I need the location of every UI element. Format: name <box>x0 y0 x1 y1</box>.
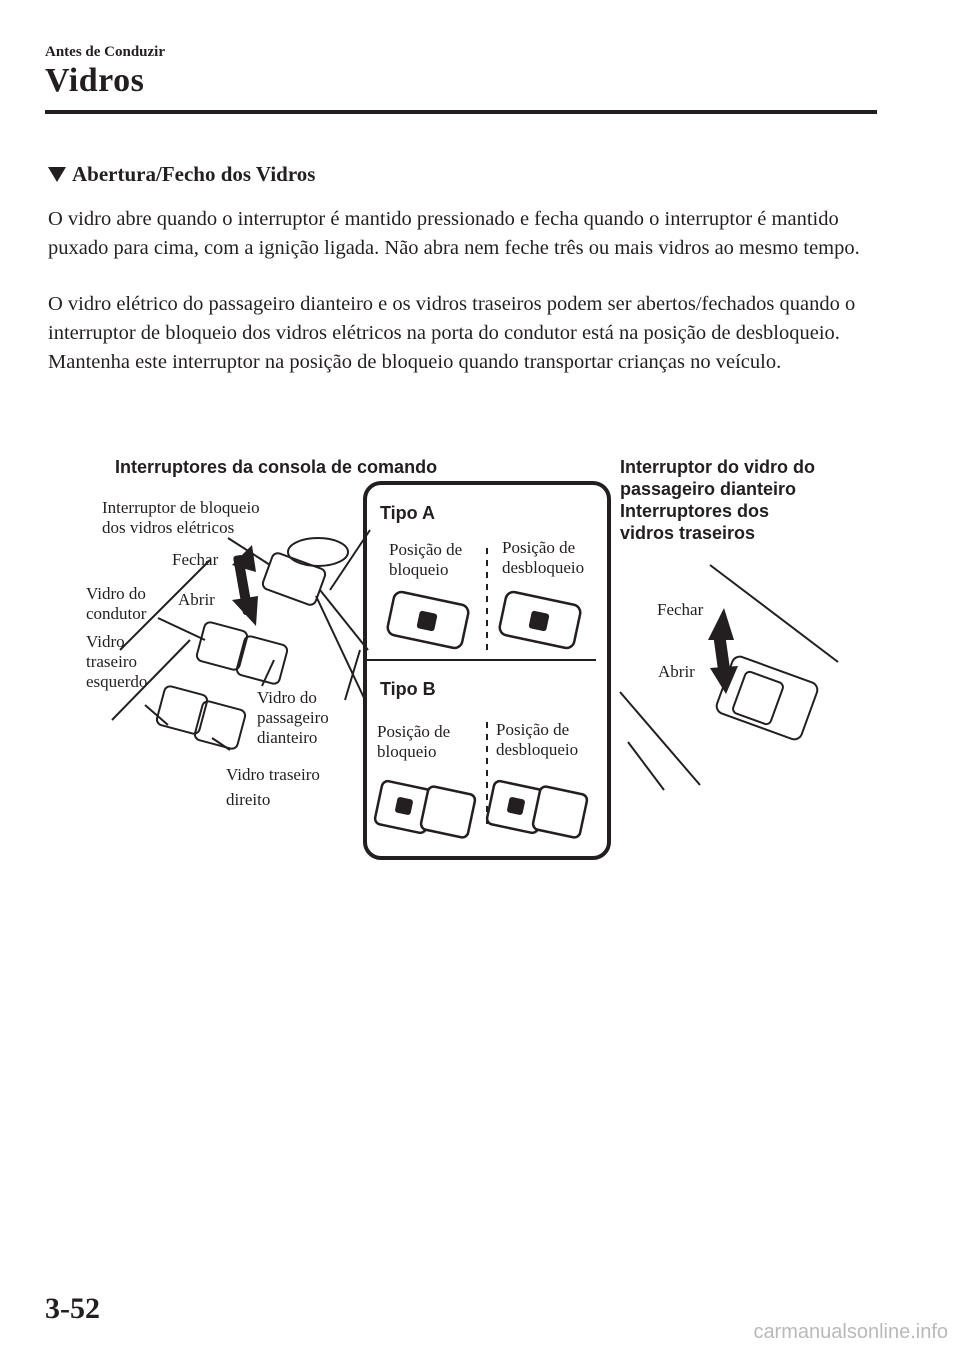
type-b-lock-pad <box>420 785 476 838</box>
door-edge-line <box>628 742 664 790</box>
lock-symbol-icon <box>395 797 414 816</box>
window-switch-illustration <box>0 440 960 880</box>
type-a-lock-label: Posição de bloqueio <box>389 540 463 579</box>
watermark: carmanualsonline.info <box>753 1321 948 1343</box>
front-passenger-label: Vidro do passageiro dianteiro <box>257 688 329 747</box>
up-arrow-icon <box>708 608 734 640</box>
passenger-door-switch-key <box>732 670 785 725</box>
console-heading: Interruptores da consola de comando <box>115 457 438 477</box>
page-number: 3-52 <box>45 1292 100 1325</box>
driver-window-label: Vidro do condutor <box>86 584 147 623</box>
type-a-unlock-label: Posição de desbloqueio <box>502 538 585 577</box>
lock-switch-label: Interruptor de bloqueio dos vidros elétricos <box>102 498 260 537</box>
close-label: Fechar <box>172 550 219 569</box>
type-b-unlock-pad <box>532 785 588 838</box>
passenger-switch-shape <box>236 635 289 685</box>
open-label: Abrir <box>178 590 215 609</box>
down-arrow-icon <box>232 596 258 626</box>
callout-pointer <box>316 596 365 700</box>
lock-symbol-icon <box>507 797 526 816</box>
type-a-label: Tipo A <box>380 503 435 523</box>
page-title: Vidros <box>45 62 145 99</box>
driver-switch-shape <box>196 621 249 671</box>
door-edge-line <box>620 692 700 785</box>
passenger-open-label: Abrir <box>658 662 695 681</box>
triangle-bullet-icon <box>48 167 66 182</box>
chapter-title: Antes de Conduzir <box>45 44 166 60</box>
down-arrow-icon <box>710 666 738 694</box>
header-rule <box>45 110 877 114</box>
type-b-unlock-label: Posição de desbloqueio <box>496 720 579 759</box>
lock-symbol-icon <box>416 610 437 631</box>
knob-icon <box>288 538 348 566</box>
lock-symbol-icon <box>528 610 549 631</box>
rear-right-label: Vidro traseiro direito <box>226 765 320 809</box>
section-heading-text: Abertura/Fecho dos Vidros <box>72 162 316 186</box>
passenger-close-label: Fechar <box>657 600 704 619</box>
passenger-heading: Interruptor do vidro do passageiro dianteiro Interruptores dos vidros traseiros <box>620 457 815 543</box>
type-b-lock-label: Posição de bloqueio <box>377 722 451 761</box>
paragraph-lock-switch: O vidro elétrico do passageiro dianteiro e os vidros traseiros podem ser abertos/fechados quando o interruptor de bloqueio dos vidros elétricos na porta do condutor está na posição de desbloqueio. Mantenha este interruptor na posição de bloqueio quando transportar crianças no veículo. <box>48 293 856 373</box>
leader-line <box>158 618 205 640</box>
door-edge-line <box>710 565 838 662</box>
rear-left-label: Vidro traseiro esquerdo <box>86 632 148 691</box>
type-b-label: Tipo B <box>380 679 436 699</box>
paragraph-operation: O vidro abre quando o interruptor é mantido pressionado e fecha quando o interruptor é mantido puxado para cima, com a ignição ligada. Não abra nem feche três ou mais vidros ao mesmo tempo. <box>48 208 860 259</box>
section-heading <box>48 162 315 187</box>
